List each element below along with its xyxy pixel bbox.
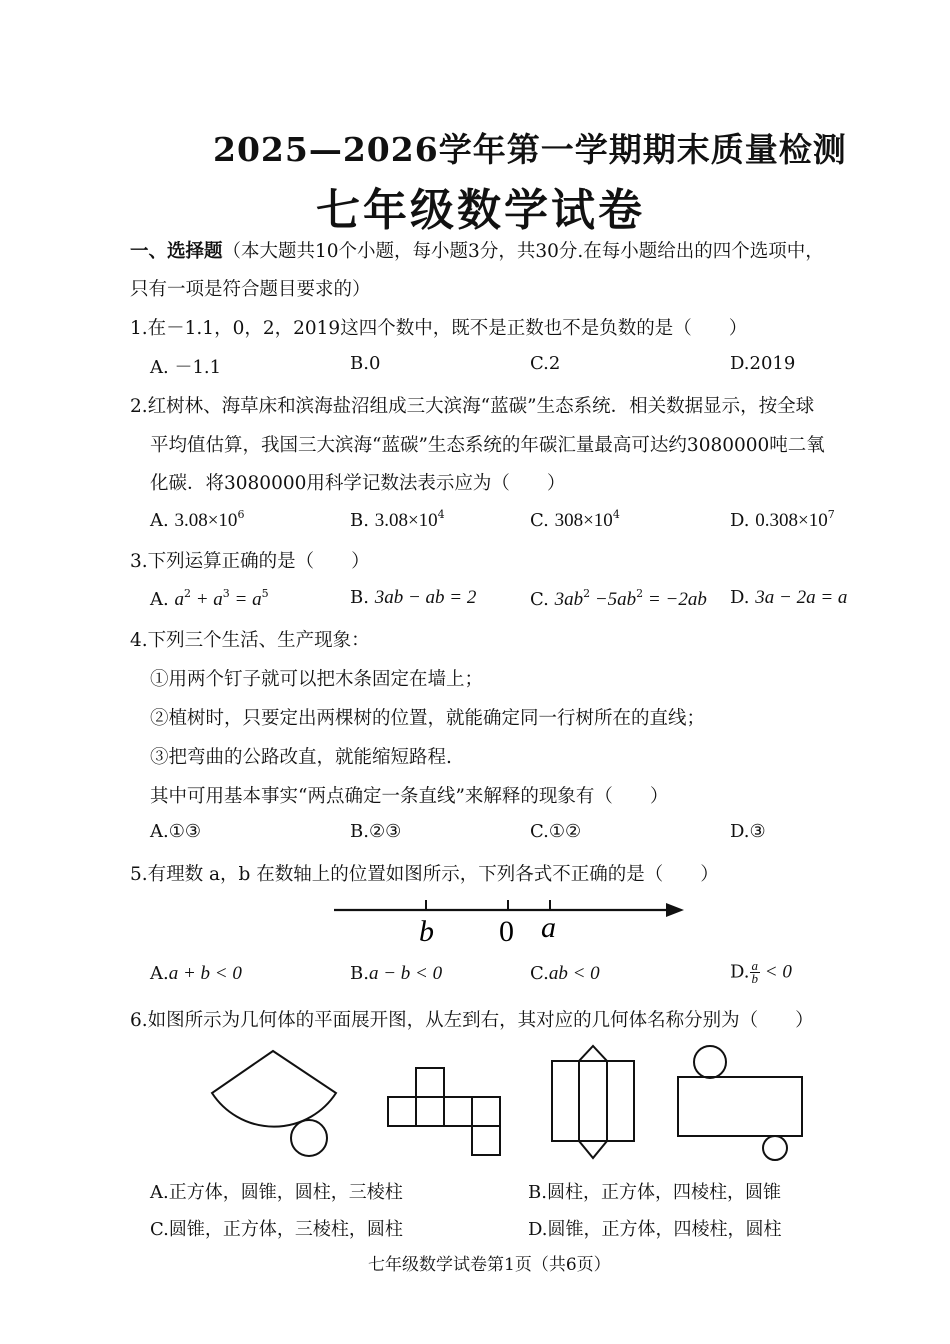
prism-lateral-faces (552, 1061, 634, 1141)
q6-option-b: B.圆柱，正方体，四棱柱，圆锥 (528, 1182, 781, 1203)
q2-option-b-base: 3.08×10 (374, 510, 438, 531)
exam-title: 2025—2026学年第一学期期末质量检测 (213, 130, 847, 169)
net-cylinder-figure (672, 1043, 812, 1163)
label-a: a (541, 911, 556, 944)
q4-item1: ①用两个钉子就可以把木条固定在墙上； (150, 669, 484, 690)
q2-line2: 平均值估算，我国三大滨海“蓝碳”生态系统的年碳汇量最高可达约3080000吨二氧 (150, 435, 825, 456)
q3-option-b-expr: 3ab − ab = 2 (374, 587, 477, 608)
q4-question: 其中可用基本事实“两点确定一条直线”来解释的现象有（ ） (150, 786, 669, 807)
q2-option-c (530, 508, 620, 532)
q6-option-d: D.圆锥，正方体，四棱柱，圆柱 (528, 1219, 782, 1240)
q5-option-a-expr: a + b < 0 (168, 963, 242, 984)
q1-stem: 1.在－1.1，0，2，2019这四个数中，既不是正数也不是负数的是（ ） (130, 318, 748, 339)
q5-option-c-label: C. (530, 963, 549, 984)
q5-option-d-num: a (751, 958, 759, 973)
q2-line3: 化碳．将3080000用科学记数法表示应为（ ） (150, 473, 566, 494)
q4-option-d: D.③ (730, 821, 766, 842)
q5-option-a-label: A. (150, 963, 169, 984)
cube-face-3 (444, 1097, 472, 1126)
cone-base-circle (291, 1120, 327, 1156)
q1-option-c: C.2 (530, 353, 561, 374)
q2-option-b (350, 508, 445, 532)
net-cone-figure (205, 1040, 345, 1160)
q2-option-c-base: 308×10 (554, 510, 613, 531)
prism-bottom-triangle (579, 1141, 607, 1158)
q5-option-d (730, 960, 792, 985)
q2-option-b-exp: 4 (437, 508, 445, 521)
q5-option-c (530, 963, 600, 985)
q5-option-c-expr: ab < 0 (548, 963, 600, 984)
cylinder-top-circle (694, 1046, 726, 1078)
q6-stem: 6.如图所示为几何体的平面展开图，从左到右，其对应的几何体名称分别为（ ） (130, 1010, 814, 1031)
q3-option-c-label: C. (530, 589, 549, 610)
q3-c-p1: 3ab (554, 589, 584, 610)
q2-option-d-exp: 7 (827, 508, 835, 521)
q6-option-c: C.圆锥，正方体，三棱柱，圆柱 (150, 1219, 403, 1240)
q1-option-d: D.2019 (730, 353, 796, 374)
q5-option-d-den: b (751, 971, 759, 986)
q2-option-d-base: 0.308×10 (755, 510, 828, 531)
q3-a-p1: a (174, 589, 184, 610)
q2-option-d (730, 508, 835, 532)
cone-sector (212, 1051, 336, 1127)
q5-option-b-label: B. (350, 963, 369, 984)
label-b: b (419, 915, 434, 948)
q5-option-d-rest: < 0 (760, 961, 792, 983)
q1-option-b: B.0 (350, 353, 381, 374)
q4-option-c: C.①② (530, 821, 582, 842)
q3-option-d-label: D. (730, 587, 750, 608)
q2-option-a (150, 508, 244, 532)
q3-option-a-label: A. (150, 589, 169, 610)
q5-option-a (150, 963, 242, 985)
cube-face-1 (388, 1097, 416, 1126)
cylinder-lateral-face (678, 1077, 802, 1136)
page-footer: 七年级数学试卷第1页（共6页） (368, 1255, 611, 1275)
q2-option-a-label: A. (150, 510, 169, 531)
net-prism-figure (548, 1043, 638, 1163)
q5-option-b (350, 963, 442, 985)
q3-stem: 3.下列运算正确的是（ ） (130, 551, 370, 572)
q6-option-a: A.正方体，圆锥，圆柱，三棱柱 (150, 1182, 403, 1203)
q5-option-b-expr: a − b < 0 (368, 963, 443, 984)
q3-a-e3: 5 (261, 587, 269, 600)
q5-stem: 5.有理数 a，b 在数轴上的位置如图所示，下列各式不正确的是（ ） (130, 864, 719, 885)
q3-c-p2: −5ab (590, 589, 637, 610)
q2-option-b-label: B. (350, 510, 369, 531)
number-line-figure (330, 895, 690, 955)
q3-c-p3: = −2ab (643, 589, 707, 610)
q3-option-a (150, 587, 269, 611)
net-cube-figure (385, 1066, 505, 1158)
q5-option-d-fraction (750, 960, 761, 985)
cube-face-4 (472, 1097, 500, 1126)
q3-option-b (350, 587, 476, 609)
q3-option-d-expr: 3a − 2a = a (755, 587, 848, 608)
q2-option-a-exp: 6 (237, 508, 245, 521)
cylinder-bottom-circle (763, 1136, 787, 1160)
section-instructions-line1: （本大题共10个小题，每小题3分，共30分.在每小题给出的四个选项中， (222, 241, 824, 262)
q3-option-d (730, 587, 847, 609)
label-zero: 0 (499, 915, 514, 948)
q3-a-e1: 2 (183, 587, 191, 600)
q3-option-b-label: B. (350, 587, 369, 608)
q1-option-a: A. －1.1 (150, 357, 222, 378)
q5-option-d-label: D. (730, 961, 750, 983)
section-instructions-line2: 只有一项是符合题目要求的） (130, 279, 371, 300)
exam-subtitle: 七年级数学试卷 (316, 185, 645, 236)
q2-option-d-label: D. (730, 510, 750, 531)
q4-stem: 4.下列三个生活、生产现象： (130, 630, 370, 651)
q3-c-e2: 2 (636, 587, 644, 600)
q2-option-c-label: C. (530, 510, 549, 531)
q3-a-p2: + a (190, 589, 223, 610)
q3-c-e1: 2 (583, 587, 591, 600)
q4-item2: ②植树时，只要定出两棵树的位置，就能确定同一行树所在的直线； (150, 708, 706, 729)
prism-top-triangle (579, 1046, 607, 1061)
q2-option-c-exp: 4 (612, 508, 620, 521)
q3-a-e2: 3 (222, 587, 230, 600)
section-heading: 一、选择题 (130, 241, 223, 262)
q3-a-p3: = a (229, 589, 262, 610)
section-instructions (130, 237, 824, 263)
cube-face-2 (416, 1097, 444, 1126)
q2-line1: 2.红树林、海草床和滨海盐沼组成三大滨海“蓝碳”生态系统．相关数据显示，按全球 (130, 396, 815, 417)
q4-option-a: A.①③ (150, 821, 201, 842)
cube-face-bottom (472, 1126, 500, 1155)
q3-option-c (530, 587, 707, 611)
q4-option-b: B.②③ (350, 821, 402, 842)
q2-option-a-base: 3.08×10 (174, 510, 238, 531)
cube-face-top (416, 1068, 444, 1097)
q4-item3: ③把弯曲的公路改直，就能缩短路程. (150, 747, 452, 768)
number-line-arrow (666, 903, 684, 917)
